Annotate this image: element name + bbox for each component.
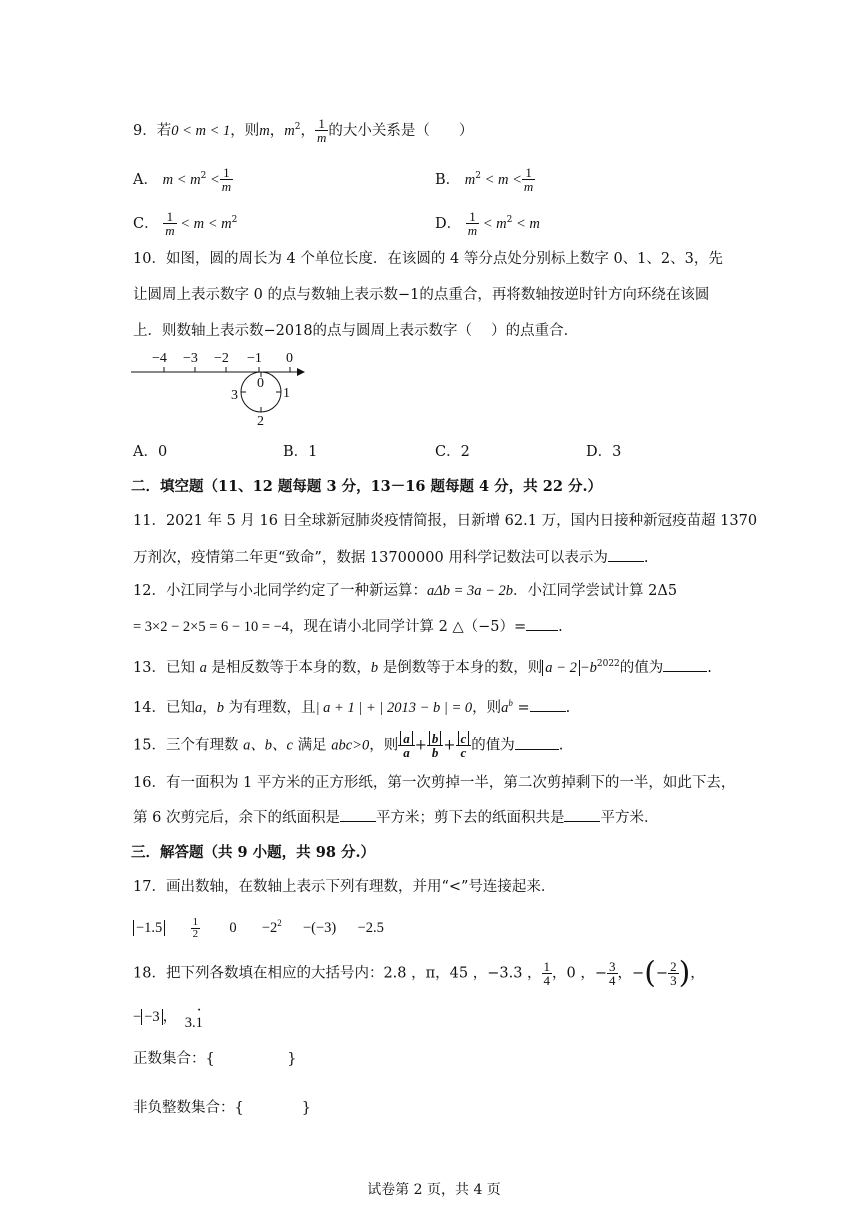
q12-operation-def: aΔb = 3a − 2b	[426, 583, 514, 599]
tick-label-m2: −2	[214, 351, 229, 366]
q10-line-1: 10．如图，圆的周长为 4 个单位长度．在该圆的 4 等分点处分别标上数字 0、1、2、3，先	[133, 251, 723, 267]
q9-option-b-frac	[522, 166, 535, 193]
q9-option-b-tail: < m <	[480, 171, 522, 188]
q18-frac-quarter	[542, 960, 553, 987]
q9-option-d-num: 1	[466, 210, 479, 224]
q15-post-1: ，则	[369, 737, 399, 754]
q18-nonnegative-integer-set: 非负整数集合：{ }	[133, 1100, 311, 1116]
q17-number-4-sup: 2	[277, 918, 282, 928]
q18-f3-den: 3	[670, 973, 677, 988]
q11-line-1: 11．2021 年 5 月 16 日全球新冠肺炎疫情简报，日新增 62.1 万，国内日接种新冠疫苗超 1370	[133, 513, 758, 529]
q9-condition: 0 < m < 1	[171, 122, 231, 139]
q18-frac-two-thirds	[668, 960, 679, 987]
q15-mid: 满足	[293, 737, 332, 754]
q9-frac-num: 1	[315, 117, 328, 131]
q9-prefix: 9．若	[133, 122, 172, 139]
q14-mid: 为有理数，且	[223, 699, 316, 716]
q18-neg: −	[594, 965, 608, 982]
q18-positive-set: 正数集合：{ }	[133, 1051, 297, 1067]
q15-frac-b	[427, 732, 444, 759]
q9-option-b-den: m	[523, 179, 534, 195]
tick-label-0: 0	[286, 351, 293, 366]
q17-number-3: 0	[229, 919, 237, 936]
q9-option-a-frac	[220, 166, 233, 193]
q15-frac-b-den: b	[431, 745, 439, 760]
q13-answer-blank[interactable]	[663, 657, 707, 672]
q9-var-m2: m	[284, 122, 295, 139]
q17-line-1: 17．画出数轴，在数轴上表示下列有理数，并用“<”号连接起来．	[133, 879, 556, 895]
q15-frac-c-num: c	[458, 731, 470, 746]
q9-option-a-sup: 2	[200, 171, 207, 181]
circle-label-2: 2	[257, 414, 264, 429]
q13-var-a: a	[199, 659, 207, 676]
q14-line	[133, 693, 570, 718]
q18-line-2-neg: −	[133, 1009, 142, 1025]
q18-f1-den: 4	[543, 973, 551, 988]
q9-option-b	[435, 166, 535, 193]
q9-option-a-den: m	[221, 179, 232, 195]
tick-label-m1: −1	[247, 351, 262, 366]
q9-option-c-frac	[163, 210, 176, 237]
q9-option-d-tail: < m	[512, 215, 540, 232]
q17-number-6: −2.5	[357, 919, 384, 936]
q9-option-c-sup: 2	[231, 215, 238, 225]
q13-abs-expr: a − 2	[542, 660, 580, 676]
q12-line-1-post: ．小江同学尝试计算 2Δ5	[513, 583, 678, 599]
q14-eq: =	[512, 699, 530, 716]
q9-option-d-sup: 2	[506, 215, 513, 225]
q15-line	[133, 732, 563, 759]
q15-frac-b-num: b	[429, 731, 442, 746]
q17-numbers	[133, 913, 384, 940]
q10-line-3: 上．则数轴上表示数−2018的点与圆周上表示数字（ ）的点重合．	[133, 323, 579, 339]
q13-line	[133, 654, 712, 678]
q9-option-a	[133, 166, 233, 193]
q9-option-d-frac	[466, 210, 479, 237]
q18-repeating-decimal: 3.1	[184, 1015, 203, 1031]
q17-n2-num: 1	[192, 916, 199, 928]
q15-frac-c	[456, 732, 472, 759]
q18-zero: ，0 ，	[552, 965, 595, 982]
q9-fraction	[315, 117, 328, 144]
q12-line-2-post: ，现在请小北同学计算 2 △（−5）=	[289, 619, 527, 635]
q18-f3-pre: ，−	[617, 965, 645, 982]
q15-condition: abc>0	[331, 737, 370, 754]
q12-prefix: 12．小江同学与小北同学约定了一种新运算：	[133, 583, 427, 599]
q11-line-2	[133, 547, 648, 568]
q13-exponent: 2022	[596, 659, 620, 669]
tick-label-m4: −4	[152, 351, 167, 366]
q14-answer-blank[interactable]	[530, 697, 566, 712]
q16-answer-blank-1[interactable]	[340, 807, 376, 822]
q12-end: .	[558, 619, 563, 635]
q16-line-1: 16．有一面积为 1 平方米的正方形纸，第一次剪掉一半，第二次剪掉剩下的一半，如此下去，	[133, 775, 736, 791]
q12-calculation: = 3×2 − 2×5 = 6 − 10 = −4	[133, 619, 290, 635]
q17-number-4: −2	[261, 919, 278, 936]
q18-frac-three-quarters	[607, 960, 618, 987]
q10-option-b: B．1	[283, 444, 318, 460]
q18-abs-value: −3	[141, 1009, 162, 1025]
q9-var-m: m	[259, 122, 270, 139]
q17-number-5: −(−3)	[303, 919, 337, 936]
q9-option-c-tail: < m < m	[176, 215, 232, 232]
q9-option-a-num: 1	[220, 166, 233, 180]
q11-answer-blank[interactable]	[608, 547, 644, 562]
number-line-arrow	[297, 368, 305, 376]
q18-f2-num: 3	[609, 959, 616, 974]
page-footer: 试卷第 2 页，共 4 页	[367, 1182, 501, 1198]
q9-option-a-expr: m < m	[162, 171, 201, 188]
q9-stem: 9．若0 < m < 1，则m，$m^2$， $\frac{1}{m}$ 的大小关系是（ ）	[133, 116, 474, 146]
q13-suffix: 的值为	[619, 659, 664, 676]
q14-condition: | a + 1 | + | 2013 − b | = 0	[315, 699, 473, 716]
q9-frac-den: m	[316, 130, 327, 146]
q14-base: a	[501, 699, 509, 716]
q10-option-d: D．3	[586, 444, 622, 460]
q16-line-2-c: 平方米．	[600, 810, 659, 826]
q9-option-a-label: A．	[133, 171, 158, 188]
q13-minus-b: −b	[579, 659, 597, 676]
q14-prefix: 14．已知	[133, 699, 195, 716]
q17-n2-den: 2	[192, 928, 199, 940]
q9-sup: 2	[294, 122, 301, 132]
q14-end: .	[565, 699, 571, 716]
q9-option-b-label: B．	[435, 171, 461, 188]
section-2-title: 二．填空题（11、12 题每题 3 分，13－16 题每题 4 分，共 22 分.）	[131, 478, 603, 495]
q16-line-2-a: 第 6 次剪完后，余下的纸面积是	[133, 810, 340, 826]
q16-line-2-b: 平方米；剪下去的纸面积共是	[375, 810, 565, 826]
q12-line-1	[133, 581, 677, 601]
q16-line-2	[133, 807, 658, 828]
q14-sep: ，	[202, 699, 217, 716]
q15-prefix: 15．三个有理数	[133, 737, 244, 754]
q15-post-2: 的值为	[471, 737, 515, 754]
q18-repeating-dot: ·	[196, 1002, 202, 1019]
q15-end: .	[558, 737, 564, 754]
q15-frac-a-den: a	[403, 745, 410, 760]
q9-suffix: 的大小关系是（ ）	[328, 122, 474, 139]
q13-mid-2: 是倒数等于本身的数，则	[378, 659, 543, 676]
q9-option-c	[133, 210, 237, 237]
q10-line-2: 让圆周上表示数字 0 的点与数轴上表示数−1的点重合，再将数轴按逆时针方向环绕在该圆	[133, 287, 710, 303]
q18-f1-num: 1	[543, 959, 551, 974]
q9-option-a-lt: <	[206, 171, 220, 188]
q15-frac-a-num: a	[400, 731, 413, 746]
q9-mid: ，则	[230, 122, 260, 139]
q10-number-line-figure	[125, 345, 315, 430]
q15-frac-a	[398, 732, 415, 759]
q18-f3-neg: −	[655, 965, 669, 982]
q18-f2-den: 4	[609, 973, 616, 988]
q9-option-b-sup: 2	[475, 171, 481, 181]
q13-var-b: b	[370, 659, 379, 676]
circle-label-0: 0	[257, 376, 264, 391]
q12-answer-blank[interactable]	[526, 616, 558, 631]
q14-exponent: b	[508, 698, 513, 708]
q11-end: .	[643, 550, 649, 566]
q18-line-2	[133, 1002, 203, 1031]
q15-plus-2: +	[443, 737, 456, 754]
q9-option-d-den: m	[467, 223, 478, 239]
q10-option-c: C．2	[435, 444, 470, 460]
q14-var-b: b	[216, 699, 224, 716]
q9-option-b-expr: m	[464, 171, 476, 188]
q17-number-1: −1.5	[133, 920, 165, 936]
q13-prefix: 13．已知	[133, 659, 200, 676]
q11-line-2-text: 万剂次，疫情第二年更“致命”，数据 13700000 用科学记数法可以表示为	[133, 550, 608, 566]
q14-var-a: a	[194, 699, 203, 716]
q18-line-2-sep: ，	[162, 1009, 178, 1025]
q9-option-d-label: D．	[435, 215, 462, 232]
circle-label-3: 3	[231, 388, 238, 403]
q13-end: .	[707, 659, 712, 676]
q18-f3-num: 2	[670, 959, 677, 974]
q15-plus-1: +	[414, 737, 427, 754]
q9-option-c-num: 1	[163, 210, 176, 224]
q9-option-d-lt: < m	[479, 215, 507, 232]
q10-option-a: A．0	[133, 444, 168, 460]
q13-mid-1: 是相反数等于本身的数，	[206, 659, 371, 676]
q9-option-c-den: m	[165, 223, 175, 239]
q9-option-c-label: C．	[133, 215, 159, 232]
q15-answer-blank[interactable]	[515, 735, 559, 750]
section-3-title: 三．解答题（共 9 小题，共 98 分.）	[131, 844, 376, 861]
q14-post: ，则	[472, 699, 502, 716]
circle-label-1: 1	[283, 386, 290, 401]
q15-frac-c-den: c	[460, 745, 467, 760]
q18-line-1-text: 18．把下列各数填在相应的大括号内：2.8 ，π，45 ，−3.3 ，	[133, 965, 542, 982]
q12-line-2	[133, 616, 563, 637]
q9-option-b-num: 1	[522, 166, 535, 180]
q18-line-1: 18．把下列各数填在相应的大括号内：2.8 ，π，45 ，−3.3 ， $\frac{1}{4}$ ，0 ，− $\frac{3}{4}$ ，−(− $\frac{2}{3}$ )，	[133, 955, 705, 991]
tick-label-m3: −3	[183, 351, 198, 366]
q9-option-d	[435, 210, 540, 237]
q18-tail: ，	[690, 965, 705, 982]
q15-vars: a、b、c	[243, 737, 293, 754]
q16-answer-blank-2[interactable]	[564, 807, 600, 822]
q17-number-2	[191, 917, 201, 940]
